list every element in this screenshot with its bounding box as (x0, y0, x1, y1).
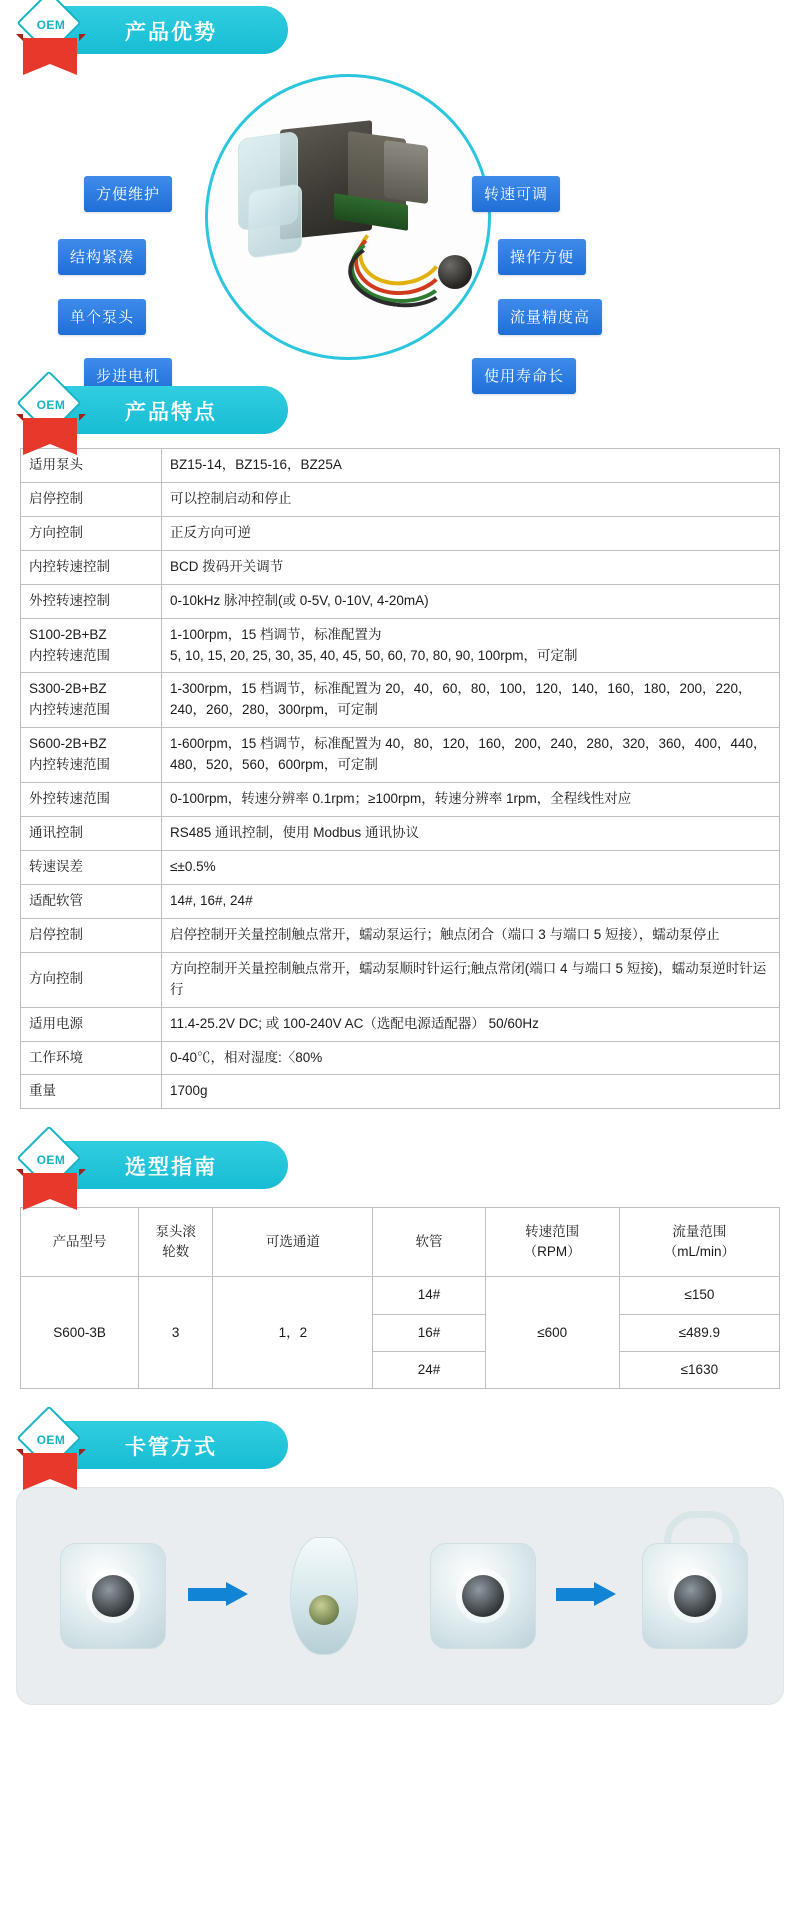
table-row (21, 1041, 780, 1075)
col-header-line1: 转速范围 (525, 1224, 580, 1240)
spec-value: 方向控制开关量控制触点常开，蠕动泵顺时针运行;触点常闭(端口 4 与端口 5 短接)，蠕动泵逆时针运行 (162, 952, 780, 1007)
spec-label: 启停控制 (21, 482, 162, 516)
cell-rollers: 3 (139, 1277, 213, 1389)
pump-head-step-1 (54, 1535, 174, 1655)
section-header-tube-loading (20, 1415, 800, 1477)
table-row (21, 1277, 780, 1314)
oem-ribbon-icon (20, 380, 82, 452)
selection-table (20, 1207, 780, 1389)
table-row (21, 918, 780, 952)
section-header-selection (20, 1135, 800, 1197)
col-header-line2: （mL/min） (663, 1244, 735, 1260)
spec-value: ≤±0.5% (162, 850, 780, 884)
spec-label: S100-2B+BZ 内控转速范围 (21, 618, 162, 673)
pump-head-step-3 (424, 1535, 544, 1655)
tube-loading-diagram (16, 1487, 784, 1705)
col-header-tube (373, 1208, 485, 1277)
spec-label: 通讯控制 (21, 817, 162, 851)
spec-value: BZ15-14，BZ15-16，BZ25A (162, 449, 780, 483)
cell-channels: 1，2 (213, 1277, 373, 1389)
col-header-channels (213, 1208, 373, 1277)
section-title: 卡管方式 (125, 1436, 217, 1460)
cell-tube: 16# (373, 1314, 485, 1351)
specification-table (20, 448, 780, 1109)
table-row (21, 850, 780, 884)
advantage-tag: 使用寿命长 (472, 358, 576, 394)
col-header-line1: 产品型号 (52, 1234, 107, 1250)
spec-value: 1-300rpm，15 档调节，标准配置为 20，40，60，80，100，120，140，160，180，200，220，240，260，280，300rpm，可定制 (162, 673, 780, 728)
spec-value: 14#, 16#, 24# (162, 884, 780, 918)
spec-label: S300-2B+BZ 内控转速范围 (21, 673, 162, 728)
oem-ribbon-icon (20, 1415, 82, 1487)
col-header-model (21, 1208, 139, 1277)
spec-label: 适用电源 (21, 1007, 162, 1041)
cell-flow-range: ≤1630 (619, 1351, 779, 1388)
advantage-tag: 流量精度高 (498, 299, 602, 335)
spec-value: 可以控制启动和停止 (162, 482, 780, 516)
table-row (21, 1075, 780, 1109)
spec-value: 0-10kHz 脉冲控制(或 0-5V, 0-10V, 4-20mA) (162, 584, 780, 618)
col-header-speed-range (485, 1208, 619, 1277)
spec-label: 重量 (21, 1075, 162, 1109)
spec-value: 正反方向可逆 (162, 516, 780, 550)
advantages-block (0, 66, 800, 385)
cell-tube: 24# (373, 1351, 485, 1388)
col-header-line2: （RPM） (523, 1244, 581, 1260)
col-header-line2: 轮数 (162, 1244, 190, 1260)
table-row (21, 482, 780, 516)
table-row (21, 584, 780, 618)
spec-label: S600-2B+BZ 内控转速范围 (21, 728, 162, 783)
advantage-tag: 步进电机 (84, 358, 172, 394)
spec-label: 适用泵头 (21, 449, 162, 483)
cell-speed-range: ≤600 (485, 1277, 619, 1389)
spec-value: BCD 拨码开关调节 (162, 550, 780, 584)
spec-label: 外控转速控制 (21, 584, 162, 618)
advantage-tag: 结构紧凑 (58, 239, 146, 275)
col-header-line1: 流量范围 (672, 1224, 727, 1240)
oem-ribbon-icon (20, 0, 82, 72)
oem-badge-label: OEM (36, 1433, 66, 1448)
spec-value: 11.4-25.2V DC; 或 100-240V AC（选配电源适配器） 50/60Hz (162, 1007, 780, 1041)
table-row (21, 516, 780, 550)
cell-flow-range: ≤150 (619, 1277, 779, 1314)
cell-tube: 14# (373, 1277, 485, 1314)
col-header-line1: 软管 (415, 1234, 443, 1250)
spec-label: 内控转速控制 (21, 550, 162, 584)
advantage-tag: 操作方便 (498, 239, 586, 275)
col-header-line1: 泵头滚 (155, 1224, 196, 1240)
oem-badge-label: OEM (36, 18, 66, 32)
spec-label: 适配软管 (21, 884, 162, 918)
col-header-rollers (139, 1208, 213, 1277)
advantage-tag: 方便维护 (84, 176, 172, 212)
table-header-row (21, 1208, 780, 1277)
spec-label: 方向控制 (21, 952, 162, 1007)
table-row (21, 728, 780, 783)
section-title: 产品优势 (125, 21, 217, 44)
table-row (21, 550, 780, 584)
cell-flow-range: ≤489.9 (619, 1314, 779, 1351)
arrow-right-icon (188, 1583, 250, 1605)
section-header-features (20, 380, 800, 442)
section-title: 产品特点 (125, 401, 217, 424)
advantage-tag: 单个泵头 (58, 299, 146, 335)
section-header-advantages (20, 0, 800, 62)
selection-guide (20, 1207, 780, 1389)
spec-value: 1-600rpm，15 档调节，标准配置为 40，80，120，160，200，240，280，320，360，400，440，480，520，560，600rpm，可定制 (162, 728, 780, 783)
spec-label: 工作环境 (21, 1041, 162, 1075)
col-header-line1: 可选通道 (265, 1234, 320, 1250)
table-row (21, 449, 780, 483)
arrow-right-icon (556, 1583, 618, 1605)
advantage-tag: 转速可调 (472, 176, 560, 212)
spec-value: 0-100rpm，转速分辨率 0.1rpm；≥100rpm，转速分辨率 1rpm，全程线性对应 (162, 783, 780, 817)
section-title: 选型指南 (125, 1156, 217, 1180)
product-photo (205, 74, 491, 360)
table-row (21, 952, 780, 1007)
table-row (21, 884, 780, 918)
pump-head-step-2 (264, 1535, 384, 1655)
spec-value: RS485 通讯控制，使用 Modbus 通讯协议 (162, 817, 780, 851)
col-header-flow-range (619, 1208, 779, 1277)
spec-value: 0-40℃，相对湿度:〈80% (162, 1041, 780, 1075)
spec-value: 1700g (162, 1075, 780, 1109)
spec-value: 启停控制开关量控制触点常开，蠕动泵运行；触点闭合（端口 3 与端口 5 短接），蠕动泵停止 (162, 918, 780, 952)
spec-label: 外控转速范围 (21, 783, 162, 817)
table-row (21, 817, 780, 851)
cell-model: S600-3B (21, 1277, 139, 1389)
oem-badge-label: OEM (36, 1153, 66, 1168)
spec-value: 1-100rpm，15 档调节，标准配置为 5, 10, 15, 20, 25, 30, 35, 40, 45, 50, 60, 70, 80, 90, 100rpm，可定制 (162, 618, 780, 673)
table-row (21, 783, 780, 817)
table-row (21, 673, 780, 728)
spec-label: 启停控制 (21, 918, 162, 952)
oem-badge-label: OEM (36, 398, 66, 412)
table-row (21, 618, 780, 673)
table-row (21, 1007, 780, 1041)
spec-label: 方向控制 (21, 516, 162, 550)
oem-ribbon-icon (20, 1135, 82, 1207)
pump-head-step-4 (636, 1535, 756, 1655)
spec-label: 转速误差 (21, 850, 162, 884)
